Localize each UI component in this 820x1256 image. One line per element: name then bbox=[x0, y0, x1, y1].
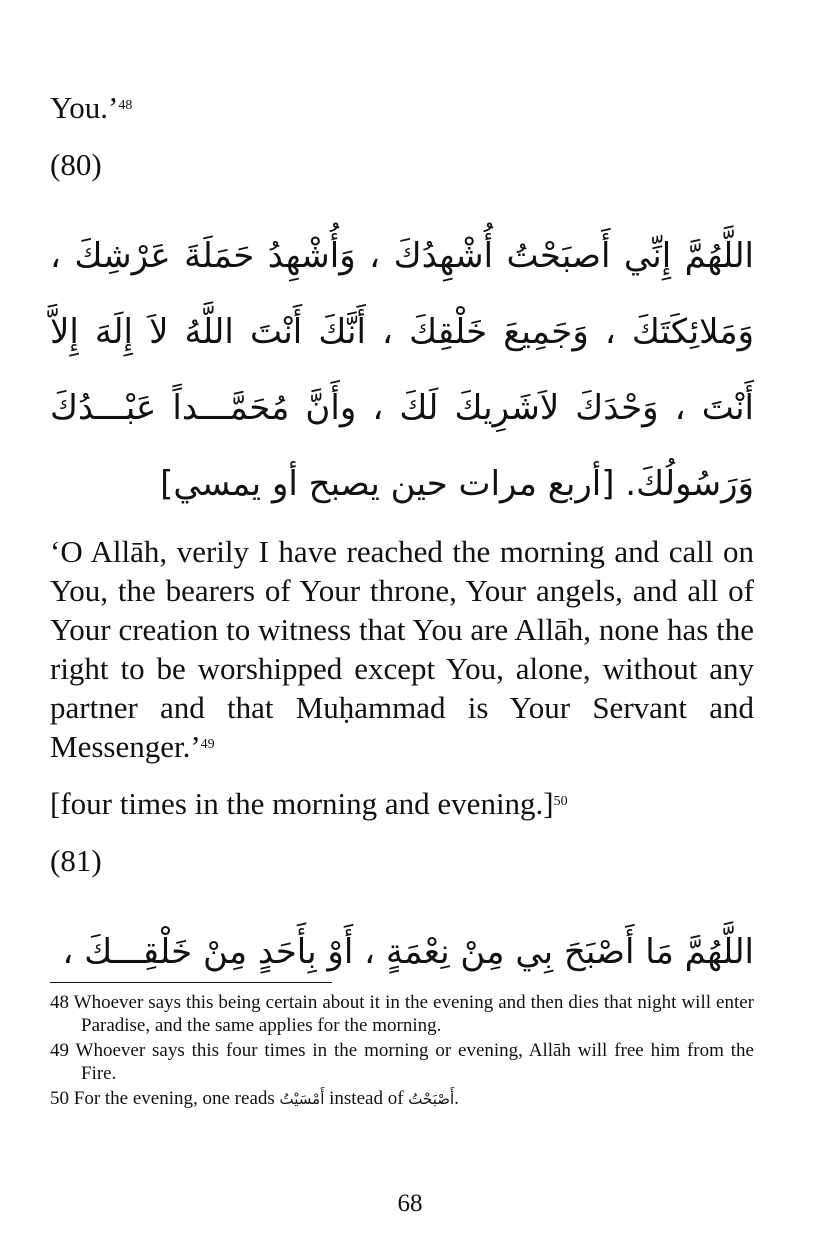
footnote-ref-48: 48 bbox=[118, 98, 133, 113]
footnote-ref-49: 49 bbox=[200, 737, 215, 752]
footnote-arabic-morning: أَصْبَحْتُ bbox=[408, 1090, 455, 1108]
page-number: 68 bbox=[397, 1190, 423, 1217]
page-content bbox=[50, 88, 754, 1024]
footnote-ref-50: 50 bbox=[553, 794, 568, 809]
footnote-text: Whoever says this four times in the morning or evening, Allāh will free him from the Fire. bbox=[75, 1040, 754, 1084]
footnote-number: 48 bbox=[50, 992, 69, 1013]
entry-81-arabic: اللَّهُمَّ مَا أَصْبَحَ بِي مِنْ نِعْمَةٍ ، أَوْ بِأَحَدٍ مِنْ خَلْقِـــكَ ، bbox=[62, 932, 754, 972]
footnote-divider bbox=[50, 982, 332, 983]
footnote-50 bbox=[50, 1087, 754, 1111]
footnote-49 bbox=[50, 1039, 754, 1085]
footnote-48 bbox=[50, 991, 754, 1037]
entry-80-number: (80) bbox=[50, 147, 102, 182]
entry-80-arabic: اللَّهُمَّ إِنِّي أَصبَحْتُ أُشْهِدُكَ ، وَأُشْهِدُ حَمَلَةَ عَرْشِكَ ، وَمَلائِكَتَكَ ، وَجَمِيعَ خَلْقِكَ ، أَنَّكَ أَنْتَ اللَّهُ لاَ إِلَهَ إِلاَّ أَنْتَ ، وَحْدَكَ لاَشَرِيكَ لَكَ ، وأَنَّ مُحَمَّـــداً عَبْـــدُكَ وَرَسُولُكَ. [أربع مرات حين يصبح أو يمسي] bbox=[50, 236, 754, 504]
entry-81-number: (81) bbox=[50, 843, 102, 878]
entry-80-translation bbox=[50, 532, 754, 766]
footnote-text: For the evening, one reads bbox=[73, 1088, 275, 1109]
footnote-arabic-evening: أَمْسَيْتُ bbox=[279, 1090, 325, 1108]
footnote-text: instead of bbox=[329, 1088, 404, 1109]
translation-text: ‘O Allāh, verily I have reached the morning and call on You, the bearers of Your throne, Your angels, and all of Your creation to witness that You are Allāh, none has the right to be worshipped except You, alone, without any partner and that Muḥammad is Your Servant and Messenger.’ bbox=[50, 534, 754, 764]
footnote-text: Whoever says this being certain about it in the evening and then dies that night will enter Paradise, and the same applies for the morning. bbox=[73, 992, 754, 1036]
continued-line bbox=[50, 88, 754, 127]
footnotes bbox=[50, 982, 754, 1113]
entry-80-note bbox=[50, 784, 754, 823]
footnote-number: 50 bbox=[50, 1088, 69, 1109]
footnote-number: 49 bbox=[50, 1040, 69, 1061]
note-text: [four times in the morning and evening.] bbox=[50, 786, 554, 821]
continued-text: You.’ bbox=[50, 90, 119, 125]
footnote-end: . bbox=[454, 1088, 459, 1109]
